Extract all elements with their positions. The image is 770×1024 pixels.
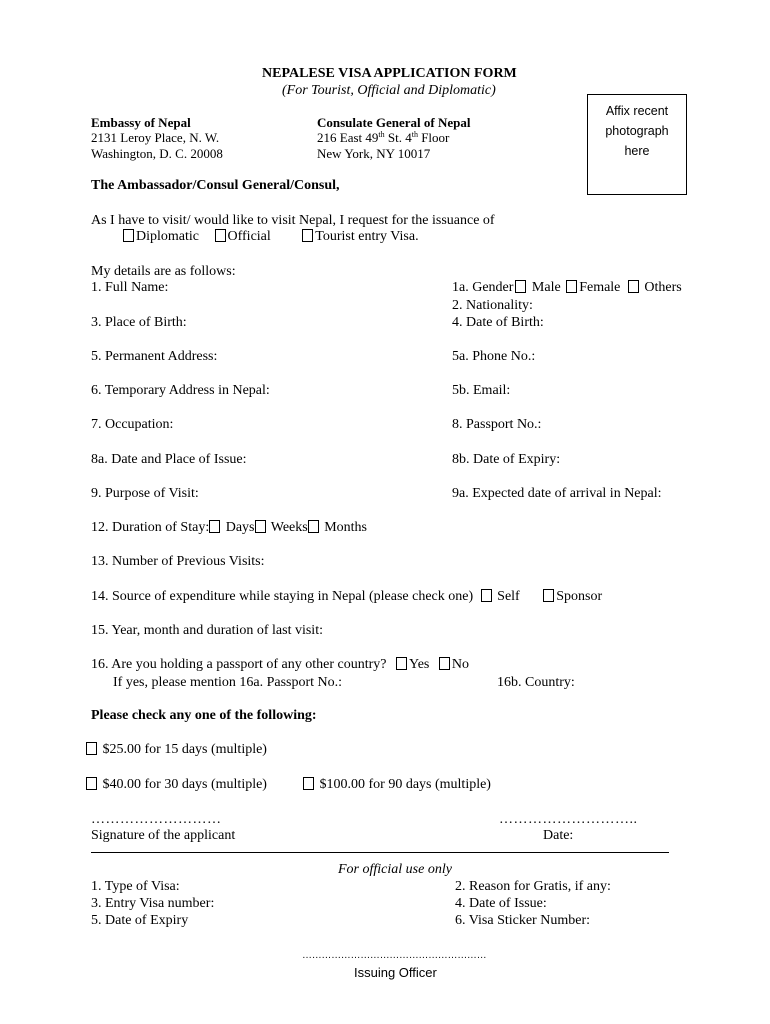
consulate-city: New York, NY 10017 [317,146,431,161]
gender-row [452,280,682,296]
weeks-checkbox[interactable] [255,520,266,533]
yes-label: Yes [409,657,430,672]
consulate-street: 216 East 49th St. 4th Floor [317,130,450,145]
date-label: Date: [543,828,574,843]
self-checkbox[interactable] [481,589,492,602]
gratis-label: 2. Reason for Gratis, if any: [455,879,611,894]
email-label: 5b. Email: [452,383,511,398]
fee-30-checkbox[interactable] [86,777,97,790]
full-name-label: 1. Full Name: [91,280,169,295]
occupation-label: 7. Occupation: [91,417,174,432]
form-title: NEPALESE VISA APPLICATION FORM [262,66,517,81]
photo-line-2: photograph [605,124,669,138]
other-passport-row [91,657,469,673]
duration-row [91,520,367,536]
passport-16a-label: If yes, please mention 16a. Passport No.: [113,675,343,690]
visa-type-row [123,229,419,245]
fee-15-label: $25.00 for 15 days (multiple) [102,742,267,757]
purpose-label: 9. Purpose of Visit: [91,486,199,501]
male-checkbox[interactable] [515,280,526,293]
expenditure-row [91,589,602,605]
expiry-label: 8b. Date of Expiry: [452,452,561,467]
fees-heading: Please check any one of the following: [91,708,317,723]
fee-90-checkbox[interactable] [303,777,314,790]
others-label: Others [644,280,682,295]
tourist-label: Tourist entry Visa. [315,229,419,244]
yes-checkbox[interactable] [396,657,407,670]
previous-visits-label: 13. Number of Previous Visits: [91,554,265,569]
consulate-name: Consulate General of Nepal [317,115,471,130]
form-subtitle: (For Tourist, Official and Diplomatic) [282,83,496,98]
issue-date-label: 4. Date of Issue: [455,896,547,911]
photo-line-3: here [624,144,650,158]
fee-option-15 [86,742,267,758]
date-dots: ……………………….. [499,812,638,827]
issuing-officer-label: Issuing Officer [354,965,437,980]
official-checkbox[interactable] [215,229,226,242]
date-of-birth-label: 4. Date of Birth: [452,315,544,330]
signature-label: Signature of the applicant [91,828,236,843]
country-16b-label: 16b. Country: [497,675,575,690]
fee-option-90 [303,777,491,793]
sponsor-checkbox[interactable] [543,589,554,602]
request-text: As I have to visit/ would like to visit Nepal, I request for the issuance of [91,213,495,228]
embassy-street: 2131 Leroy Place, N. W. [91,130,220,145]
nationality-label: 2. Nationality: [452,298,533,313]
permanent-address-label: 5. Permanent Address: [91,349,218,364]
official-heading: For official use only [338,862,452,877]
visa-type-label: 1. Type of Visa: [91,879,180,894]
self-label: Self [497,589,520,604]
sponsor-label: Sponsor [556,589,603,604]
fee-15-checkbox[interactable] [86,742,97,755]
embassy-name: Embassy of Nepal [91,115,191,130]
official-expiry-label: 5. Date of Expiry [91,913,189,928]
fee-30-label: $40.00 for 30 days (multiple) [102,777,267,792]
diplomatic-label: Diplomatic [136,229,199,244]
months-label: Months [324,520,368,535]
phone-label: 5a. Phone No.: [452,349,536,364]
arrival-label: 9a. Expected date of arrival in Nepal: [452,486,662,501]
photo-line-1: Affix recent [605,104,669,118]
months-checkbox[interactable] [308,520,319,533]
photo-box [587,94,687,195]
issue-label: 8a. Date and Place of Issue: [91,452,247,467]
fee-option-30 [86,777,267,793]
weeks-label: Weeks [270,520,308,535]
days-label: Days [225,520,255,535]
female-checkbox[interactable] [566,280,577,293]
signature-dots: ……………………… [91,812,222,827]
gender-label: 1a. Gender [452,280,514,295]
place-of-birth-label: 3. Place of Birth: [91,315,187,330]
diplomatic-checkbox[interactable] [123,229,134,242]
divider-line [91,852,669,853]
male-label: Male [531,280,561,295]
details-intro: My details are as follows: [91,264,236,279]
expenditure-label: 14. Source of expenditure while staying in Nepal (please check one) [91,589,474,604]
sticker-label: 6. Visa Sticker Number: [455,913,590,928]
no-checkbox[interactable] [439,657,450,670]
fee-90-label: $100.00 for 90 days (multiple) [319,777,491,792]
last-visit-label: 15. Year, month and duration of last visit: [91,623,323,638]
no-label: No [451,657,469,672]
salutation: The Ambassador/Consul General/Consul, [91,178,340,193]
other-passport-label: 16. Are you holding a passport of any other country? [91,657,387,672]
officer-dots: ………………………………………………… [302,950,487,961]
temporary-address-label: 6. Temporary Address in Nepal: [91,383,270,398]
duration-label: 12. Duration of Stay: [91,520,210,535]
tourist-checkbox[interactable] [302,229,313,242]
official-label: Official [227,229,271,244]
female-label: Female [579,280,621,295]
passport-no-label: 8. Passport No.: [452,417,542,432]
embassy-city: Washington, D. C. 20008 [91,146,223,161]
others-checkbox[interactable] [628,280,639,293]
days-checkbox[interactable] [209,520,220,533]
entry-number-label: 3. Entry Visa number: [91,896,215,911]
